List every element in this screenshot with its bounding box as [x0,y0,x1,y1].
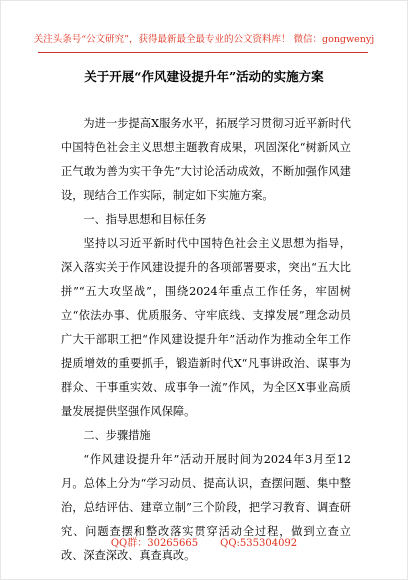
paragraph-steps: “作风建设提升年”活动开展时间为2024年3月至12月。总体上分为“学习动员、提高认识，查摆问题、集中整治，总结评估、建章立制”三个阶段，把学习教育、调查研究、问题查摆和整改落实贯穿活动全过程，做到立查立改、深查深改、真查真改。 [61,453,351,562]
footer-qq-group: QQ群：30265665 [110,538,199,549]
header-banner: 关注头条号“公文研究”，获得最新最全最专业的公文资料库！ 微信：gongwenyj [33,34,375,45]
document-title: 关于开展“作风建设提升年”活动的实施方案 [84,69,324,84]
header-divider [38,52,368,53]
document-body [61,112,351,568]
paragraph-intro: 为进一步提高X服务水平，拓展学习贯彻习近平新时代中国特色社会主义思想主题教育成果，巩固深化“树新风立正气敢为善为实干争先”大讨论活动成效，不断加强作风建设，现结合工作实际，制定如下实施方案。 [61,117,351,202]
section-heading-2: 二、步骤措施 [83,429,151,442]
footer-contact [0,534,408,549]
footer-qq-number: QQ:535304092 [220,538,298,549]
section-heading-1: 一、指导思想和目标任务 [83,213,207,226]
paragraph-guiding-ideology: 坚持以习近平新时代中国特色社会主义思想为指导，深入落实关于作风建设提升的各项部署要求，突出“五大比拼”“五大攻坚战”，围绕2024年重点工作任务，牢固树立“依法办事、优质服务、守牢底线、支撑发展”理念动员广大干部职工把“作风建设提升年”活动作为推动全年工作提质增效的重要抓手，锻造新时代X“凡事讲政治、谋事为群众、干事重实效、成事争一流”作风，为全区X事业高质量发展提供坚强作风保障。 [61,237,351,418]
